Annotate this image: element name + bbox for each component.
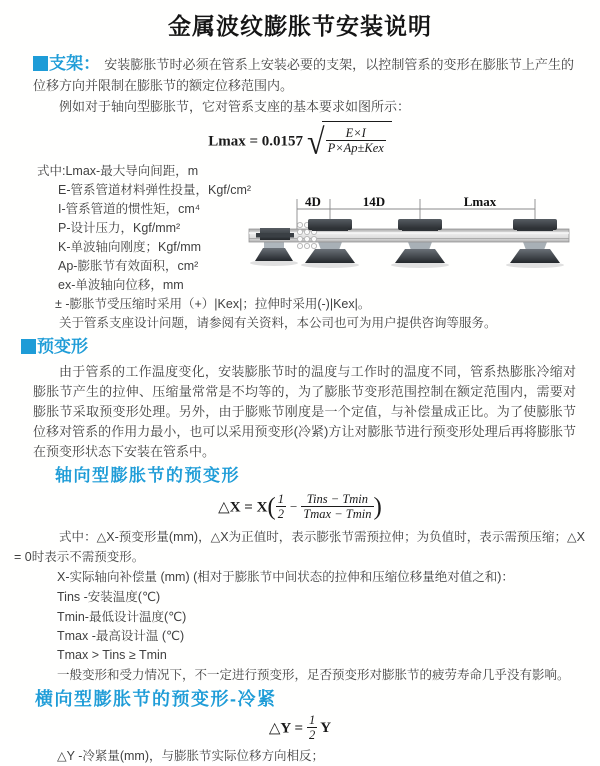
- definition-line: Ap-膨胀节有效面积，cm²: [58, 258, 199, 273]
- fraction: [326, 126, 386, 156]
- dimension-labels: [305, 194, 497, 209]
- page-title: 金属波纹膨胀节安装说明: [168, 13, 432, 39]
- formula-rhs: Y: [320, 719, 332, 736]
- support-section-paragraph: [33, 53, 574, 96]
- formula-lhs: △Y =: [268, 719, 303, 736]
- anchor-clamp: [256, 228, 294, 240]
- axial-note-text: 一般变形和受力情况下，不一定进行预变形，足否预变形对膨胀节的疲劳寿命几乎没有影响。: [57, 667, 570, 682]
- support-intro-text: 安装膨胀节时必须在管系上安装必要的支架，以控制管系的变形在膨胀节上产生的位移方向并限制在膨胀节的额定位移范围内。: [33, 57, 575, 93]
- guide-spacing-formula: [0, 120, 600, 161]
- fraction-numerator: 1: [277, 491, 284, 506]
- lateral-subsection-heading: 横向型膨胀节的预变形-冷紧: [35, 688, 277, 709]
- tins-definition: Tins -安装温度(℃): [57, 589, 161, 604]
- radical-sign: √: [307, 120, 325, 161]
- formula-lhs: △X = X: [218, 498, 268, 515]
- tmax-definition: Tmax -最高设计温 (℃): [57, 628, 185, 643]
- section-bullet-icon: [21, 339, 36, 354]
- guide-support-base-2: [395, 242, 445, 263]
- dimension-label-14d: 14D: [362, 194, 386, 209]
- fraction-numerator: E×I: [345, 125, 366, 140]
- lateral-note-text: △Y -冷紧量(mm)，与膨胀节实际位移方向相反；: [57, 748, 325, 763]
- definition-line: 式中:Lmax-最大导向间距，m: [37, 163, 199, 178]
- definition-line: K-单波轴向刚度；Kgf/mm: [58, 239, 202, 254]
- pipe-support-diagram: [243, 192, 575, 274]
- dimension-label-4d: 4D: [305, 194, 321, 209]
- axial-preform-formula: [0, 489, 600, 525]
- definition-line: I-管系管道的惯性矩，cm⁴: [58, 201, 201, 216]
- definition-line: P-设计压力，Kgf/mm²: [58, 220, 181, 235]
- plus-minus-note: ± -膨胀节受压缩时采用（+）|Kex|；拉伸时采用(-)|Kex|。: [55, 296, 371, 311]
- fraction-numerator: Tins − Tmin: [306, 491, 369, 506]
- fraction-denominator: Tmax − Tmin: [303, 507, 372, 522]
- preform-heading-text: 预变形: [37, 336, 88, 356]
- section-bullet-icon: [33, 56, 48, 71]
- support-section-heading: 支架：: [49, 54, 101, 73]
- dimension-label-lmax: Lmax: [463, 194, 497, 209]
- radicand: [322, 121, 392, 157]
- right-paren: ): [373, 492, 382, 520]
- minus-operator: −: [289, 498, 298, 514]
- service-note: 关于管系支座设计问题，请参阅有关资料，本公司也可为用户提供咨询等服务。: [59, 315, 497, 330]
- definition-line: ex-单波轴向位移，mm: [58, 277, 184, 292]
- fraction-denominator: 2: [309, 728, 316, 743]
- lateral-preform-formula: [0, 713, 600, 743]
- anchor-support: [255, 240, 293, 261]
- x-definition-text: X-实际轴向补偿量 (mm) (相对于膨胀节中间状态的拉伸和压缩位移量绝对值之和)：: [57, 569, 514, 584]
- support-example-text: 例如对于轴向型膨胀节，它对管系支座的基本要求如图所示：: [59, 99, 411, 114]
- preform-body-text: 由于管系的工作温度变化，安装膨胀节时的温度与工作时的温度不同，管系热膨胀冷缩对膨胀节产生的拉伸、压缩量常常是不均等的，为了膨胀节变形范围控制在额定范围内，需要对膨胀节采取预变形处理。另外，由于膨账节刚度是一个定值，与补偿量成正比。为了使膨胀节位移对管系的作用力最小，也可以采用预变形(冷紧)方让对膨胀节进行预变形处理后再将膨胀节在预变形状态下安装在管系中。: [33, 363, 576, 459]
- guide-support-caps: [308, 219, 557, 231]
- fraction-numerator: 1: [309, 712, 316, 727]
- fraction-half: [307, 713, 317, 743]
- fraction-denominator: 2: [277, 507, 284, 522]
- axial-explain-text: 式中：△X-预变形量(mm)，△X为正值时，表示膨张节需预拉伸；为负值时，表示需预压缩；△X = 0时表示不需预变形。: [14, 529, 585, 564]
- axial-subsection-heading: 轴向型膨胀节的预变形: [55, 465, 240, 485]
- guide-support-base-3: [510, 242, 560, 263]
- preform-section-heading: [21, 337, 600, 357]
- fraction-denominator: P×Ap±Kex: [327, 141, 384, 156]
- definition-line: E-管系管道材料弹性投量，Kgf/cm²: [58, 182, 252, 197]
- fraction-half: [276, 492, 286, 522]
- fraction-temperature: [301, 492, 373, 522]
- temperature-inequality: Tmax > Tins ≥ Tmin: [57, 647, 167, 662]
- tmin-definition: Tmin-最低设计温度(℃): [57, 609, 187, 624]
- formula-lhs: Lmax = 0.0157: [208, 132, 303, 149]
- left-paren: (: [267, 492, 276, 520]
